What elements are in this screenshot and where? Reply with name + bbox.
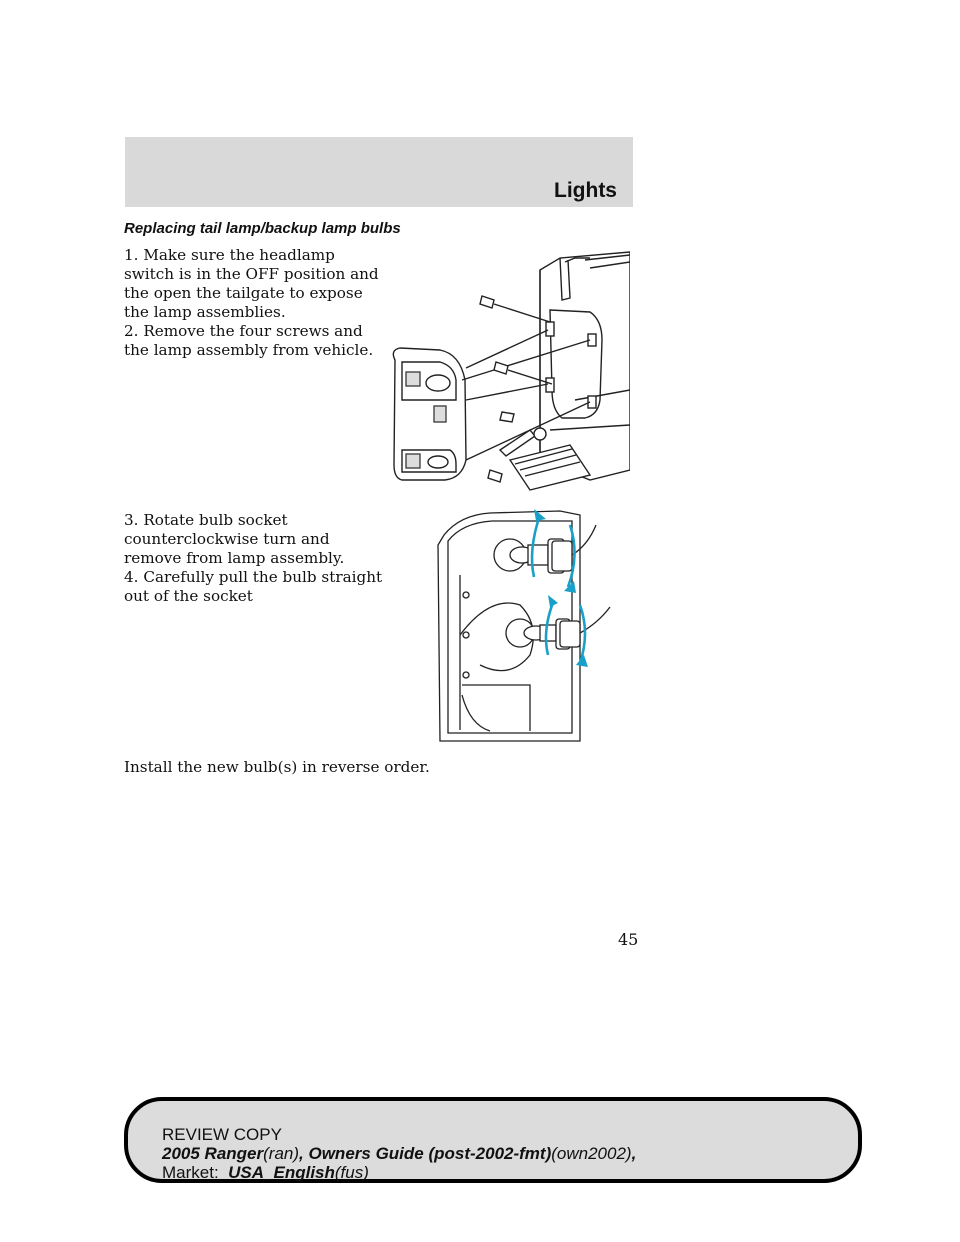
footer-review-label: REVIEW COPY	[162, 1125, 282, 1144]
footer-guide-code: (own2002)	[551, 1144, 632, 1163]
footer-vehicle: 2005 Ranger	[162, 1144, 264, 1163]
lamp-assembly-removal-illustration	[390, 250, 630, 495]
closing-instruction: Install the new bulb(s) in reverse order.	[124, 758, 430, 776]
footer-vehicle-code: (ran)	[263, 1144, 300, 1163]
bulb-socket-rotation-illustration	[430, 505, 630, 750]
footer-market: USA_English	[228, 1163, 335, 1182]
footer-guide: Owners Guide (post-2002-fmt)	[308, 1144, 552, 1163]
step-3-text: 3. Rotate bulb socket counterclockwise turn and remove from lamp assembly.	[124, 511, 345, 567]
review-copy-footer	[162, 1125, 636, 1182]
step-1-text: 1. Make sure the headlamp switch is in the OFF position and the open the tailgate to expose the lamp assemblies.	[124, 246, 379, 321]
section-title: Lights	[554, 179, 617, 202]
footer-sep-2: ,	[631, 1144, 637, 1163]
section-heading: Replacing tail lamp/backup lamp bulbs	[124, 220, 401, 237]
footer-market-line	[162, 1163, 636, 1182]
footer-market-code: (fus)	[334, 1163, 369, 1182]
footer-product-line	[162, 1144, 636, 1163]
footer-market-label: Market:	[162, 1163, 219, 1182]
section-header-band	[125, 137, 633, 207]
step-4-text: 4. Carefully pull the bulb straight out of the socket	[124, 568, 383, 605]
footer-sep-1: ,	[299, 1144, 309, 1163]
page-number: 45	[618, 930, 639, 949]
step-2-text: 2. Remove the four screws and the lamp assembly from vehicle.	[124, 322, 374, 359]
